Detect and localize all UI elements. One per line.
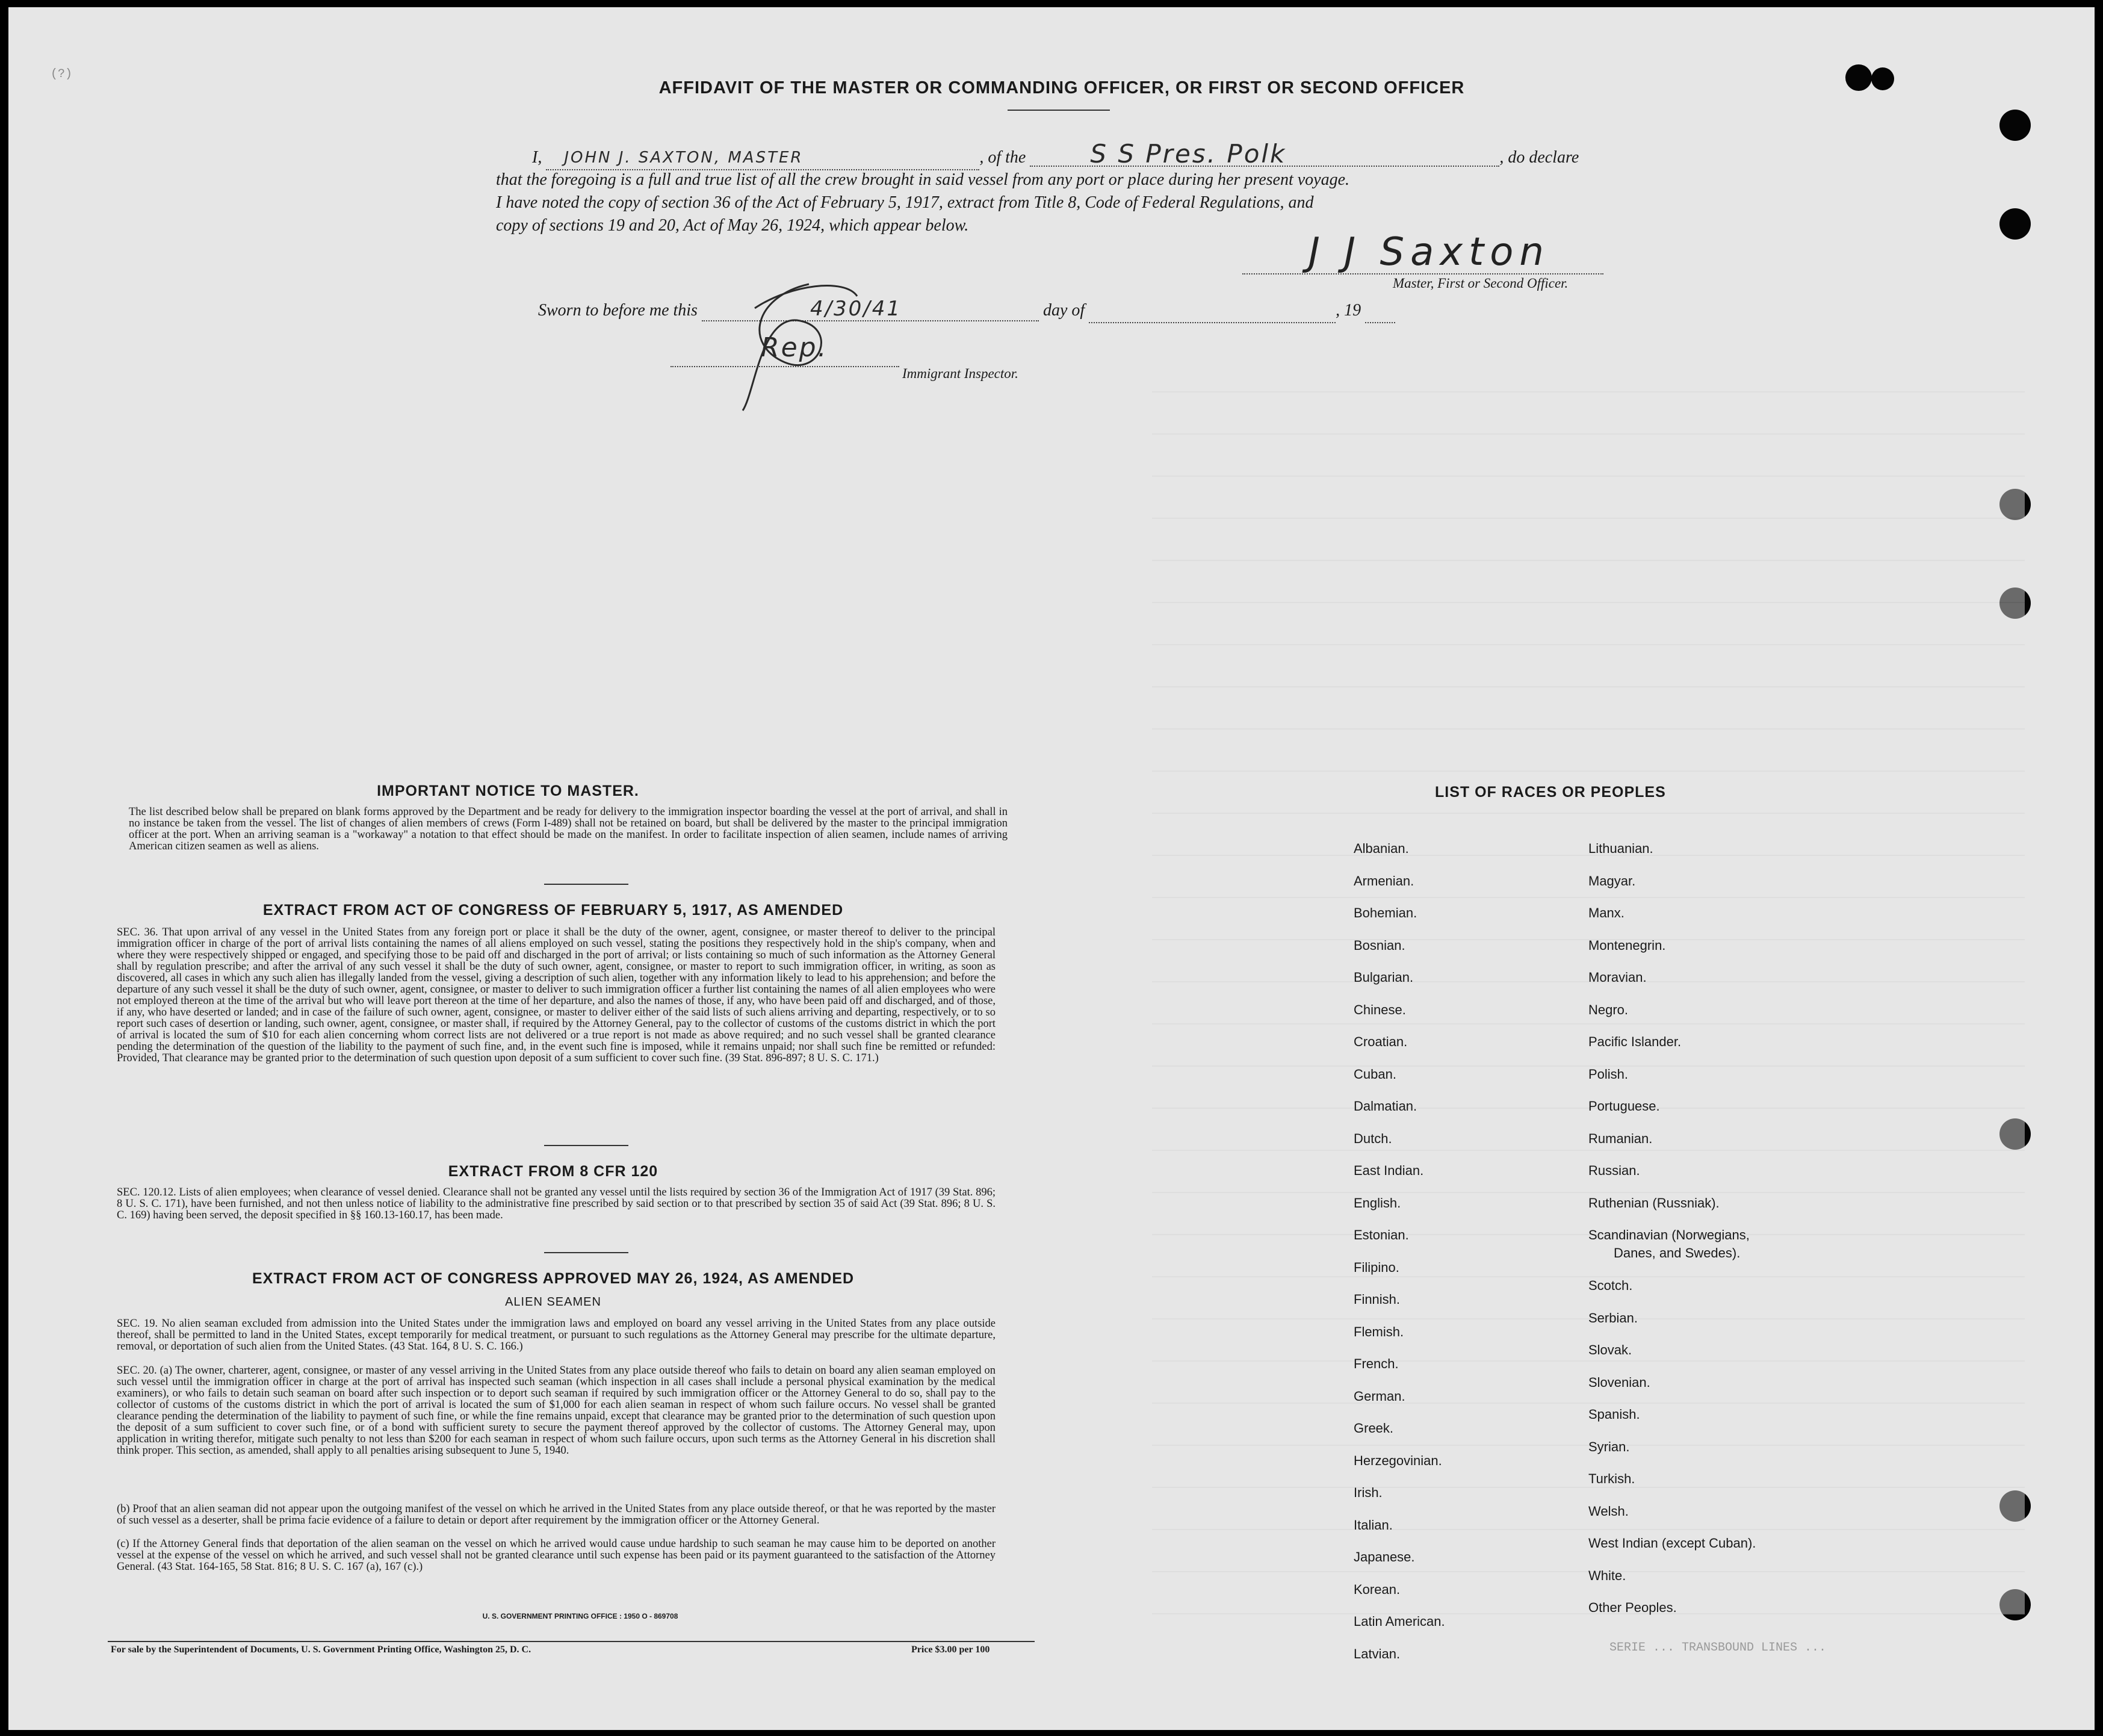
- race-item: East Indian.: [1354, 1163, 1424, 1178]
- race-item: French.: [1354, 1356, 1399, 1371]
- race-item: Irish.: [1354, 1485, 1383, 1500]
- extract-1924-sec20a: SEC. 20. (a) The owner, charterer, agent, consignee, or master of any vessel arriving in the United States from any place outside thereof who fails to detain on board any alien seaman employed on such vessel until the immigration officer in charge at the port of arrival has inspected such seaman (which inspection in all cases shall include a personal physical examination by the medical examiners), or who fails to detain such seaman on board after such inspection or to deport such seaman if required by such immigration officer or the Attorney General to do so, shall pay to the collector of customs of the customs district in which the port of arrival is located the sum of $1,000 for each alien seaman in respect of whom such failure occurs. No vessel shall be granted clearance pending the determination of the liability to payment of such fine, or while the fine remains unpaid, except that clearance may be granted prior to the determination of such question upon the deposit of a sum sufficient to cover such fine, or of a bond with sufficient surety to secure the payment thereof approved by the collector of customs. The Attorney General may, upon application in writing therefor, mitigate such penalty to not less than $200 for each seaman in respect of whom such failure occurs, upon such terms as the Attorney General in his discretion shall think proper. This section, as amended, shall apply to all penalties arising subsequent to June 5, 1940.: [117, 1365, 996, 1457]
- race-item: Croatian.: [1354, 1034, 1408, 1049]
- race-item: Greek.: [1354, 1421, 1394, 1436]
- race-item: Polish.: [1588, 1066, 1629, 1082]
- binder-hole: [1845, 64, 1872, 91]
- race-item: Pacific Islander.: [1588, 1034, 1682, 1049]
- race-item: Bohemian.: [1354, 905, 1417, 920]
- race-item: Dutch.: [1354, 1130, 1392, 1146]
- race-item: German.: [1354, 1388, 1405, 1404]
- document-page: [8, 7, 2095, 1730]
- notice-body: The list described below shall be prepared on blank forms approved by the Department and be ready for delivery to the immigration inspector boarding the vessel at the port of arrival, and shall in no instance be taken from the vessel. The list of changes of alien members of crews (Form I-489) shall not be retained on board, but shall be delivered by the master to the principal immigration officer at the port. When an arriving seaman is a "workaway" a notation to that effect should be made on the manifest. In order to facilitate inspection of alien seamen, include names of arriving American citizen seamen as well as aliens.: [129, 806, 1008, 852]
- race-item: Rumanian.: [1588, 1130, 1653, 1146]
- divider: [544, 1145, 628, 1146]
- for-sale-note: For sale by the Superintendent of Documents, U. S. Government Printing Office, Washington 25, D. C.: [111, 1645, 531, 1655]
- affidavit-do-declare: , do declare: [1499, 148, 1579, 167]
- race-item: Finnish.: [1354, 1292, 1401, 1307]
- race-item: Ruthenian (Russniak).: [1588, 1195, 1720, 1211]
- race-item: Negro.: [1588, 1002, 1629, 1017]
- month-field: [1089, 299, 1336, 323]
- master-name: JOHN J. SAXTON, MASTER: [546, 146, 979, 170]
- race-item: Filipino.: [1354, 1259, 1399, 1275]
- race-item: Latvian.: [1354, 1646, 1401, 1661]
- price-note: Price $3.00 per 100: [911, 1645, 990, 1655]
- race-item: Slovenian.: [1588, 1374, 1650, 1390]
- extract-1917-title: EXTRACT FROM ACT OF CONGRESS OF FEBRUARY 5, 1917, AS AMENDED: [262, 902, 844, 919]
- race-item: Welsh.: [1588, 1503, 1629, 1519]
- race-item: Cuban.: [1354, 1066, 1396, 1082]
- inspector-caption: Immigrant Inspector.: [902, 366, 1018, 381]
- race-item: Magyar.: [1588, 873, 1636, 888]
- affidavit-i: I,: [532, 148, 542, 167]
- race-item: Spanish.: [1588, 1407, 1640, 1422]
- race-item: Bosnian.: [1354, 937, 1405, 953]
- master-signature-caption: Master, First or Second Officer.: [1393, 276, 1569, 291]
- races-left-column: [1354, 832, 1445, 1670]
- race-item: White.: [1588, 1567, 1626, 1583]
- extract-1924-sec19: SEC. 19. No alien seaman excluded from admission into the United States under the immigration laws and employed on board any vessel arriving in the United States from any place outside thereof, shall be permitted to land in the United States, except temporarily for medical treatment, or pursuant to such regulations as the Attorney General may prescribe for the ultimate departure, removal, or deportation of such alien from the United States. (43 Stat. 164, 8 U. S. C. 166.): [117, 1318, 996, 1353]
- divider: [1008, 110, 1110, 111]
- race-item: Russian.: [1588, 1163, 1640, 1178]
- affidavit-line-4: copy of sections 19 and 20, Act of May 26, 1924, which appear below.: [496, 216, 969, 235]
- sworn-date: 4/30/41: [702, 297, 1039, 321]
- corner-mark: (?): [51, 67, 73, 81]
- extract-cfr-title: EXTRACT FROM 8 CFR 120: [448, 1163, 658, 1180]
- race-item: Herzegovinian.: [1354, 1452, 1442, 1468]
- races-right-column: [1588, 832, 1756, 1624]
- race-item: Flemish.: [1354, 1324, 1404, 1339]
- page-title: AFFIDAVIT OF THE MASTER OR COMMANDING OFFICER, OR FIRST OR SECOND OFFICER: [658, 78, 1465, 98]
- sworn-label: Sworn to before me this: [538, 301, 698, 320]
- race-item: Montenegrin.: [1588, 937, 1666, 953]
- affidavit-line-1: [532, 139, 1634, 170]
- extract-cfr-body: SEC. 120.12. Lists of alien employees; when clearance of vessel denied. Clearance shall not be granted any vessel until the lists required by section 36 of the Immigration Act of 1917 (39 Stat. 896; 8 U. S. C. 171), have been furnished, and not then unless notice of liability to the administrative fine prescribed by said section or to that prescribed by section 35 of said Act (39 Stat. 896; 8 U. S. C. 169) having been served, the deposit specified in §§ 160.13-160.17, has been made.: [117, 1186, 996, 1221]
- master-signature: J J Saxton: [1309, 230, 1550, 274]
- divider: [544, 1252, 628, 1253]
- extract-1924-title: EXTRACT FROM ACT OF CONGRESS APPROVED MAY 26, 1924, AS AMENDED: [252, 1270, 855, 1287]
- race-item: Bulgarian.: [1354, 970, 1414, 985]
- race-item: Moravian.: [1588, 970, 1647, 985]
- day-of-label: day of: [1042, 301, 1085, 320]
- race-item: Other Peoples.: [1588, 1600, 1677, 1615]
- race-item-line: Scandinavian (Norwegians,: [1588, 1227, 1750, 1242]
- race-item: Armenian.: [1354, 873, 1414, 888]
- divider: [544, 884, 628, 885]
- race-item: Albanian.: [1354, 841, 1409, 856]
- race-item: [1588, 1226, 1756, 1262]
- extract-1924-sec20b: (b) Proof that an alien seaman did not appear upon the outgoing manifest of the vessel on which he arrived in the United States from any place outside thereof, or that he was reported by the master of such vessel as a deserter, shall be prima facie evidence of a failure to detain or deport after requirement by the immigration officer or the Attorney General.: [117, 1503, 996, 1527]
- year-field: [1365, 299, 1395, 323]
- race-item: West Indian (except Cuban).: [1588, 1536, 1756, 1551]
- binder-hole: [1999, 208, 2031, 240]
- binder-hole: [1999, 110, 2031, 141]
- affidavit-line-2: that the foregoing is a full and true list of all the crew brought in said vessel from any port or place during her present voyage.: [496, 170, 1350, 189]
- race-item: Manx.: [1588, 905, 1624, 920]
- footer-rule: [108, 1641, 1035, 1642]
- race-item: English.: [1354, 1195, 1401, 1211]
- inspector-signature: Rep.: [761, 332, 828, 363]
- race-item: Portuguese.: [1588, 1099, 1660, 1114]
- race-item: Latin American.: [1354, 1614, 1445, 1629]
- race-item: Italian.: [1354, 1517, 1393, 1533]
- alien-seamen-subtitle: ALIEN SEAMEN: [505, 1295, 601, 1309]
- binder-hole: [1871, 67, 1894, 90]
- extract-1924-sec20c: (c) If the Attorney General finds that deportation of the alien seaman on the vessel on which he arrived would cause undue hardship to such seaman he may cause him to be deported on another vessel at the expense of the vessel on which he arrived, and such vessel shall not be granted clearance until such expense has been paid or its payment guaranteed to the satisfaction of the Attorney General. (43 Stat. 164-165, 58 Stat. 816; 8 U. S. C. 167 (a), 167 (c).): [117, 1538, 996, 1573]
- race-item: Scotch.: [1588, 1278, 1633, 1293]
- race-item: Serbian.: [1588, 1310, 1638, 1325]
- affidavit-of-the: , of the: [979, 148, 1026, 167]
- faint-stamp: SERIE ... TRANSBOUND LINES ...: [1609, 1641, 1827, 1655]
- race-item-line: Danes, and Swedes).: [1614, 1245, 1741, 1260]
- race-item: Slovak.: [1588, 1342, 1632, 1357]
- vessel-name: S S Pres. Polk: [1030, 143, 1499, 167]
- sworn-line: [538, 297, 1395, 323]
- race-item: Estonian.: [1354, 1227, 1409, 1242]
- extract-1917-body: SEC. 36. That upon arrival of any vessel in the United States from any foreign port or place it shall be the duty of the owner, agent, consignee, or master thereof to deliver to the principal immigration officer in charge of the port of arrival lists containing the names of all aliens employed on such vessel, stating the positions they respectively hold in the ship's company, when and where they were respectively shipped or engaged, and specifying those to be paid off and discharged in the port of arrival; or lists containing so much of such information as the Attorney General shall by regulation prescribe; and after the arrival of any such vessel it shall be the duty of such owner, agent, consignee, or master to report to such immigration officer, in writing, as soon as discovered, all cases in which any such alien has illegally landed from the vessel, giving a description of such alien, together with any information likely to lead to his apprehension; and before the departure of any such vessel it shall be the duty of such owner, agent, consignee, or master to deliver to such immigration officer a further list containing the names of all alien employees who were not employed thereon at the time of the arrival but who will leave port thereon at the time of her departure, and also the names of those, if any, who have been paid off and discharged, and of those, if any, who have deserted or landed; and in case of the failure of such owner, agent, consignee, or master to deliver either of the said lists of such aliens arriving and departing, respectively, or to so report such cases of desertion or landing, such owner, agent, consignee, or master shall, if required by the Attorney General, pay to the collector of customs of the customs district in which the port of arrival is located the sum of $10 for each alien concerning whom correct lists are not delivered or a true report is not made as above required; and no such vessel shall be granted clearance pending the determination of the question of the liability to the payment of such fine, and, in the event such fine is imposed, while it remains unpaid; nor shall such fine be remitted or refunded: Provided, That clearance may be granted prior to the determination of such question upon deposit of a sum sufficient to cover such fine. (39 Stat. 896-897; 8 U. S. C. 171.): [117, 926, 996, 1064]
- race-item: Korean.: [1354, 1581, 1401, 1597]
- notice-title: IMPORTANT NOTICE TO MASTER.: [377, 783, 639, 799]
- inspector-signature-line: [671, 366, 899, 367]
- race-item: Lithuanian.: [1588, 841, 1653, 856]
- races-title: LIST OF RACES OR PEOPLES: [1435, 784, 1666, 801]
- year-prefix: , 19: [1336, 301, 1361, 320]
- gpo-imprint: U. S. GOVERNMENT PRINTING OFFICE : 1950 O - 869708: [482, 1612, 678, 1620]
- race-item: Chinese.: [1354, 1002, 1406, 1017]
- race-item: Syrian.: [1588, 1439, 1630, 1454]
- race-item: Turkish.: [1588, 1471, 1635, 1486]
- affidavit-line-3: I have noted the copy of section 36 of the Act of February 5, 1917, extract from Title 8, Code of Federal Regulations, and: [496, 193, 1314, 212]
- race-item: Dalmatian.: [1354, 1099, 1417, 1114]
- race-item: Japanese.: [1354, 1549, 1415, 1564]
